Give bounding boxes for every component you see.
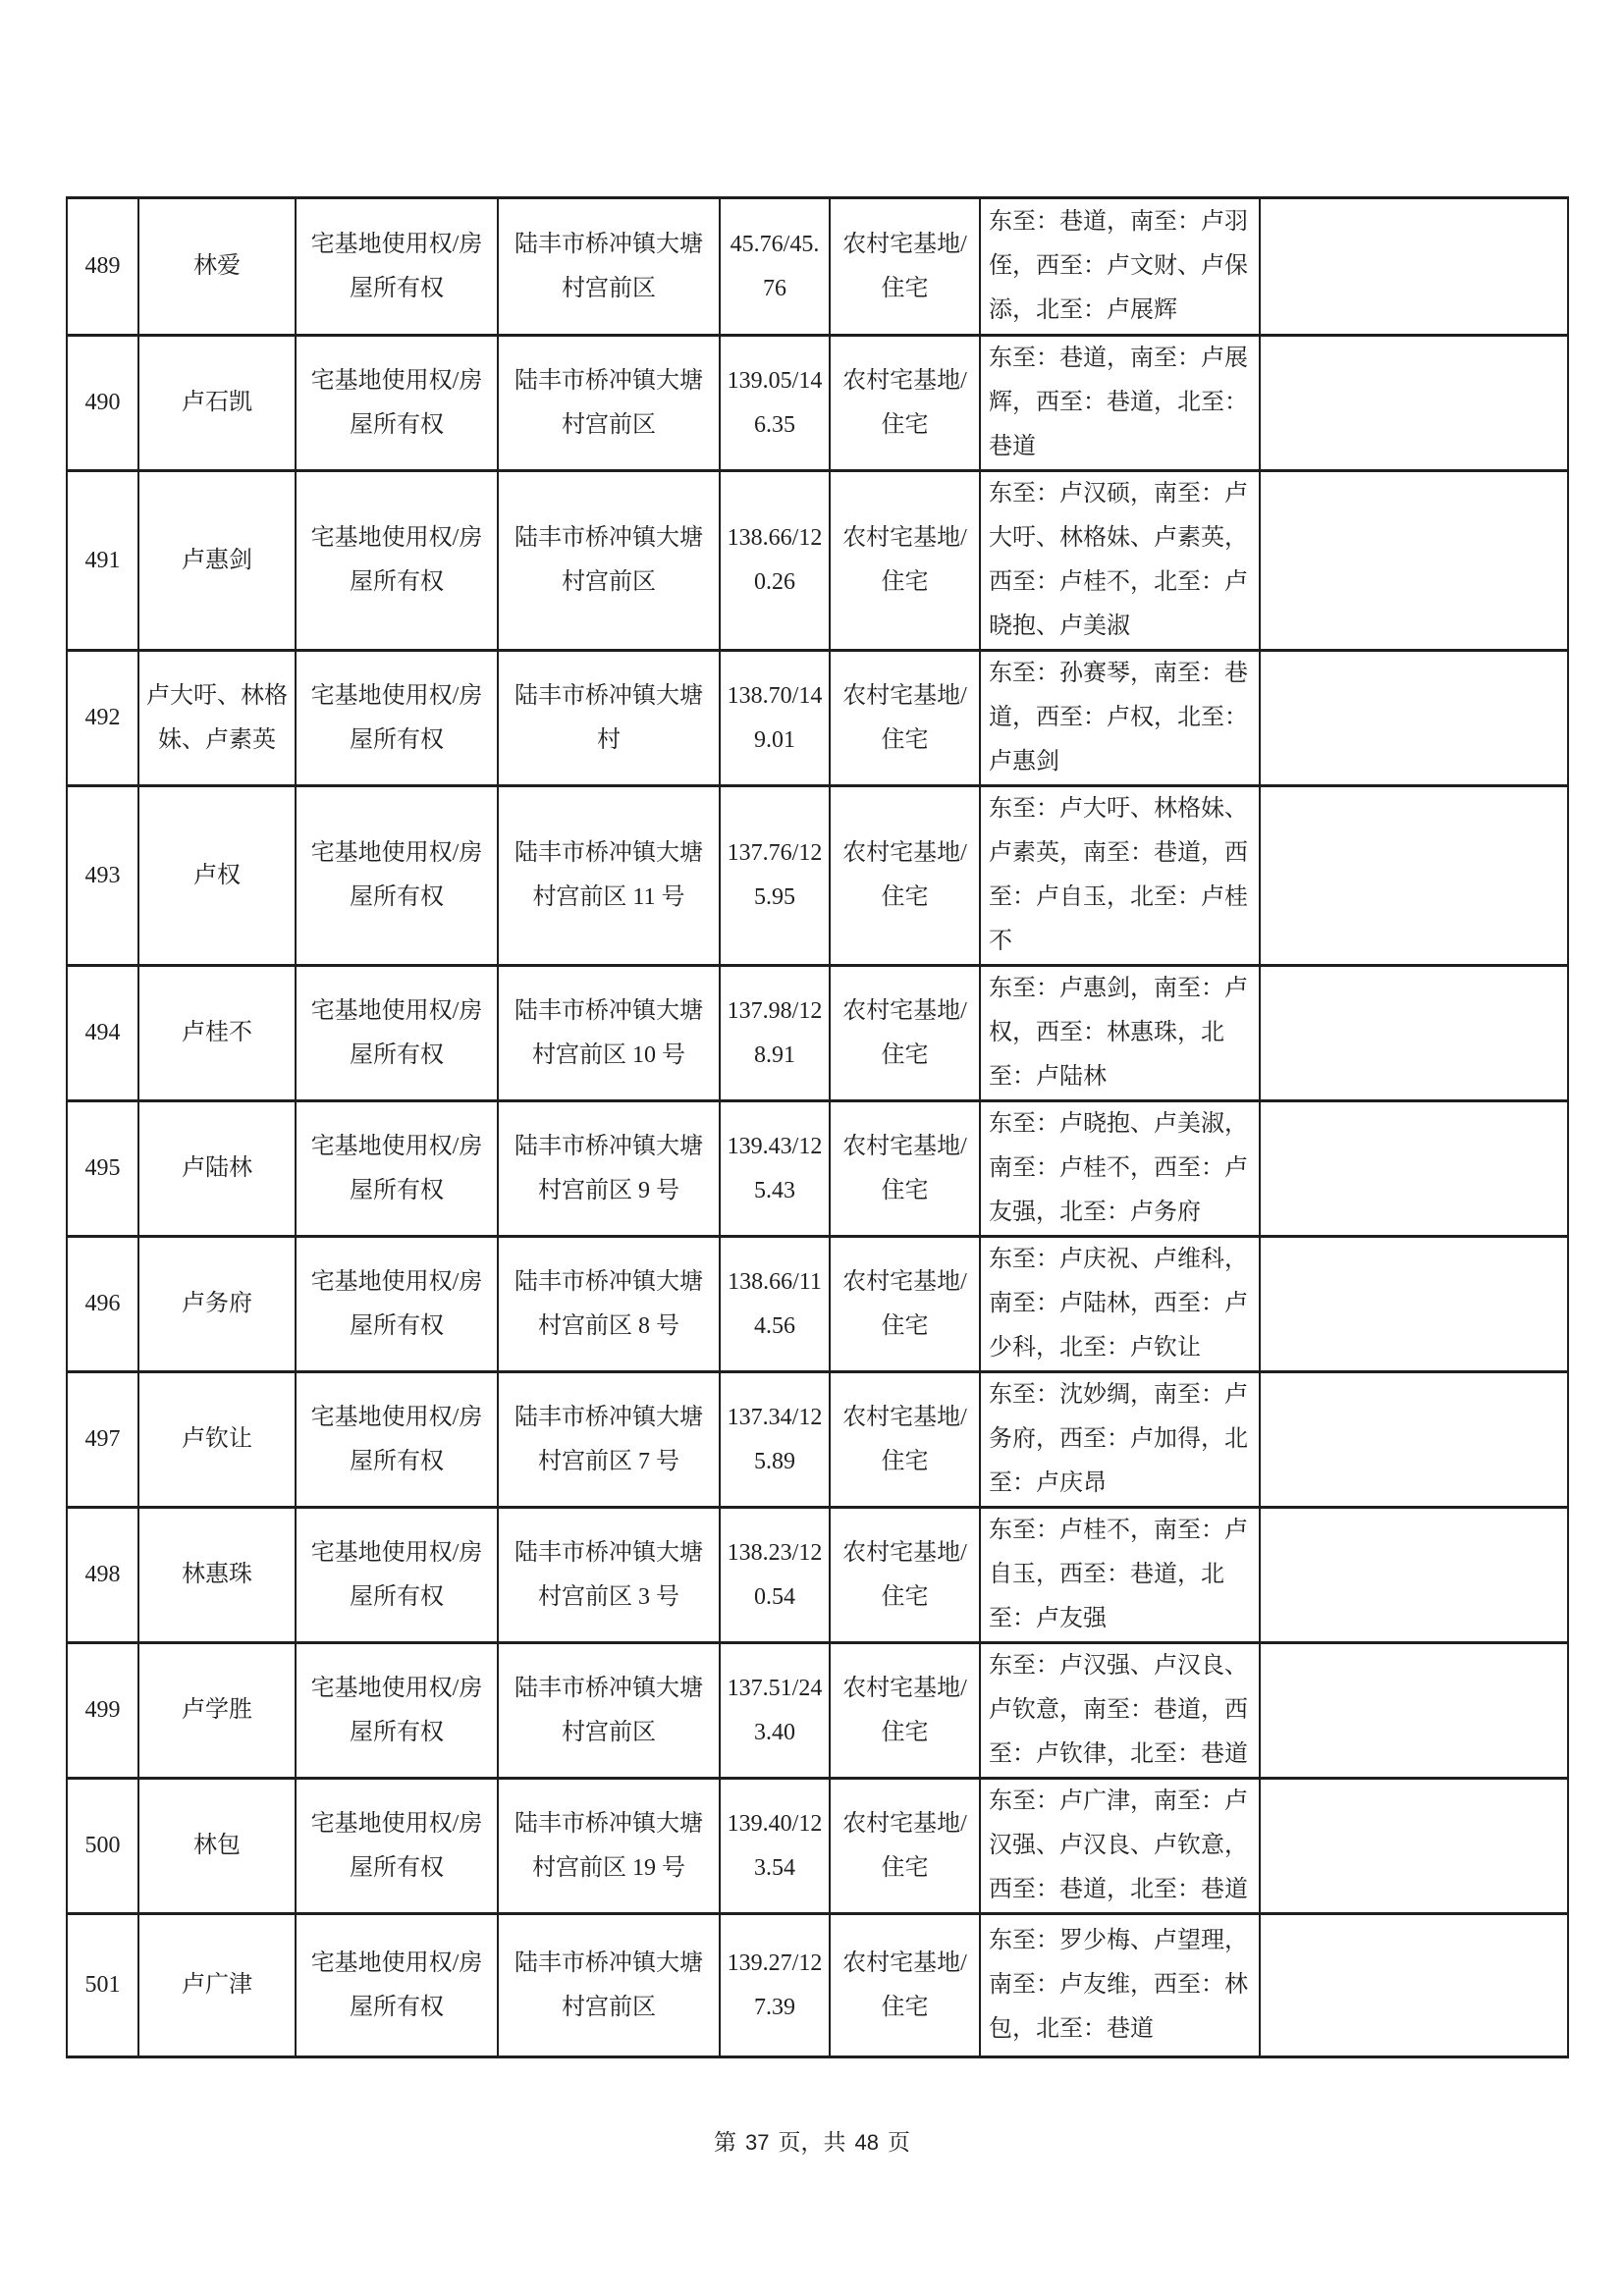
cell-owner-name: 林包 [138, 1779, 296, 1914]
cell-right-type: 宅基地使用权/房屋所有权 [296, 966, 498, 1101]
cell-serial-number: 499 [67, 1643, 138, 1779]
table-row [67, 1101, 1568, 1237]
cell-location: 陆丰市桥冲镇大塘村宫前区 [498, 198, 720, 336]
cell-owner-name: 林惠珠 [138, 1508, 296, 1643]
cell-owner-name: 卢大吁、林格妹、卢素英 [138, 651, 296, 786]
cell-owner-name: 卢惠剑 [138, 471, 296, 651]
cell-right-type: 宅基地使用权/房屋所有权 [296, 198, 498, 336]
cell-area: 137.34/125.89 [720, 1372, 830, 1508]
cell-boundaries: 东至：卢广津，南至：卢汉强、卢汉良、卢钦意，西至：巷道，北至：巷道 [980, 1779, 1260, 1914]
cell-serial-number: 501 [67, 1914, 138, 2057]
cell-note [1260, 1101, 1568, 1237]
cell-boundaries: 东至：罗少梅、卢望理，南至：卢友维，西至：林包，北至：巷道 [980, 1914, 1260, 2057]
footer-label-suffix: 页 [887, 2130, 910, 2155]
cell-owner-name: 卢学胜 [138, 1643, 296, 1779]
cell-right-type: 宅基地使用权/房屋所有权 [296, 1914, 498, 2057]
cell-location: 陆丰市桥冲镇大塘村宫前区 3 号 [498, 1508, 720, 1643]
cell-usage: 农村宅基地/住宅 [830, 651, 980, 786]
cell-serial-number: 493 [67, 786, 138, 966]
cell-boundaries: 东至：卢惠剑，南至：卢权，西至：林惠珠，北至：卢陆林 [980, 966, 1260, 1101]
cell-serial-number: 492 [67, 651, 138, 786]
cell-usage: 农村宅基地/住宅 [830, 786, 980, 966]
cell-right-type: 宅基地使用权/房屋所有权 [296, 651, 498, 786]
cell-boundaries: 东至：卢庆祝、卢维科，南至：卢陆林，西至：卢少科，北至：卢钦让 [980, 1237, 1260, 1372]
cell-boundaries: 东至：沈妙绸，南至：卢务府，西至：卢加得，北至：卢庆昂 [980, 1372, 1260, 1508]
cell-usage: 农村宅基地/住宅 [830, 198, 980, 336]
cell-note [1260, 786, 1568, 966]
cell-right-type: 宅基地使用权/房屋所有权 [296, 1779, 498, 1914]
cell-serial-number: 497 [67, 1372, 138, 1508]
cell-right-type: 宅基地使用权/房屋所有权 [296, 1101, 498, 1237]
cell-right-type: 宅基地使用权/房屋所有权 [296, 1508, 498, 1643]
cell-area: 139.27/127.39 [720, 1914, 830, 2057]
cell-serial-number: 494 [67, 966, 138, 1101]
cell-area: 138.23/120.54 [720, 1508, 830, 1643]
cell-boundaries: 东至：卢大吁、林格妹、卢素英，南至：巷道，西至：卢自玉，北至：卢桂不 [980, 786, 1260, 966]
cell-area: 137.98/128.91 [720, 966, 830, 1101]
cell-serial-number: 498 [67, 1508, 138, 1643]
cell-usage: 农村宅基地/住宅 [830, 1237, 980, 1372]
table-row [67, 1508, 1568, 1643]
cell-usage: 农村宅基地/住宅 [830, 1508, 980, 1643]
cell-owner-name: 卢陆林 [138, 1101, 296, 1237]
cell-location: 陆丰市桥冲镇大塘村宫前区 [498, 1643, 720, 1779]
cell-area: 45.76/45.76 [720, 198, 830, 336]
cell-owner-name: 卢广津 [138, 1914, 296, 2057]
cell-owner-name: 林爱 [138, 198, 296, 336]
cell-location: 陆丰市桥冲镇大塘村宫前区 11 号 [498, 786, 720, 966]
cell-area: 138.70/149.01 [720, 651, 830, 786]
cell-note [1260, 1779, 1568, 1914]
table-row [67, 1779, 1568, 1914]
cell-serial-number: 495 [67, 1101, 138, 1237]
footer-label-prefix: 第 [714, 2130, 737, 2155]
cell-location: 陆丰市桥冲镇大塘村宫前区 [498, 471, 720, 651]
cell-location: 陆丰市桥冲镇大塘村宫前区 [498, 336, 720, 471]
cell-usage: 农村宅基地/住宅 [830, 1779, 980, 1914]
table-row [67, 1237, 1568, 1372]
table-row [67, 1372, 1568, 1508]
cell-area: 137.51/243.40 [720, 1643, 830, 1779]
cell-note [1260, 1372, 1568, 1508]
cell-right-type: 宅基地使用权/房屋所有权 [296, 471, 498, 651]
cell-serial-number: 490 [67, 336, 138, 471]
table-row [67, 651, 1568, 786]
cell-boundaries: 东至：卢桂不，南至：卢自玉，西至：巷道，北至：卢友强 [980, 1508, 1260, 1643]
cell-note [1260, 966, 1568, 1101]
cell-right-type: 宅基地使用权/房屋所有权 [296, 786, 498, 966]
cell-boundaries: 东至：卢汉强、卢汉良、卢钦意，南至：巷道，西至：卢钦律，北至：巷道 [980, 1643, 1260, 1779]
cell-location: 陆丰市桥冲镇大塘村宫前区 19 号 [498, 1779, 720, 1914]
cell-note [1260, 336, 1568, 471]
cell-location: 陆丰市桥冲镇大塘村宫前区 8 号 [498, 1237, 720, 1372]
table-row [67, 1643, 1568, 1779]
cell-boundaries: 东至：卢汉硕，南至：卢大吁、林格妹、卢素英，西至：卢桂不，北至：卢晓抱、卢美淑 [980, 471, 1260, 651]
table-row [67, 336, 1568, 471]
cell-usage: 农村宅基地/住宅 [830, 336, 980, 471]
cell-right-type: 宅基地使用权/房屋所有权 [296, 336, 498, 471]
cell-serial-number: 491 [67, 471, 138, 651]
cell-right-type: 宅基地使用权/房屋所有权 [296, 1372, 498, 1508]
cell-note [1260, 1237, 1568, 1372]
cell-serial-number: 489 [67, 198, 138, 336]
cell-location: 陆丰市桥冲镇大塘村宫前区 [498, 1914, 720, 2057]
cell-usage: 农村宅基地/住宅 [830, 1101, 980, 1237]
cell-serial-number: 500 [67, 1779, 138, 1914]
footer-page-number: 37 [745, 2130, 770, 2155]
table-row [67, 786, 1568, 966]
cell-area: 138.66/120.26 [720, 471, 830, 651]
cell-owner-name: 卢钦让 [138, 1372, 296, 1508]
cell-right-type: 宅基地使用权/房屋所有权 [296, 1237, 498, 1372]
cell-owner-name: 卢权 [138, 786, 296, 966]
cell-owner-name: 卢务府 [138, 1237, 296, 1372]
table-row [67, 966, 1568, 1101]
cell-boundaries: 东至：巷道，南至：卢羽侄，西至：卢文财、卢保添，北至：卢展辉 [980, 198, 1260, 336]
cell-location: 陆丰市桥冲镇大塘村宫前区 10 号 [498, 966, 720, 1101]
cell-area: 139.43/125.43 [720, 1101, 830, 1237]
footer-total-pages: 48 [854, 2130, 879, 2155]
table-row [67, 198, 1568, 336]
cell-usage: 农村宅基地/住宅 [830, 1372, 980, 1508]
cell-note [1260, 1914, 1568, 2057]
cell-right-type: 宅基地使用权/房屋所有权 [296, 1643, 498, 1779]
page-footer [0, 2120, 1624, 2164]
cell-area: 138.66/114.56 [720, 1237, 830, 1372]
cell-area: 137.76/125.95 [720, 786, 830, 966]
cell-usage: 农村宅基地/住宅 [830, 1643, 980, 1779]
cell-note [1260, 1643, 1568, 1779]
table-row [67, 471, 1568, 651]
cell-usage: 农村宅基地/住宅 [830, 966, 980, 1101]
cell-boundaries: 东至：卢晓抱、卢美淑，南至：卢桂不，西至：卢友强，北至：卢务府 [980, 1101, 1260, 1237]
cell-location: 陆丰市桥冲镇大塘村 [498, 651, 720, 786]
cell-owner-name: 卢石凯 [138, 336, 296, 471]
table-row [67, 1914, 1568, 2057]
cell-usage: 农村宅基地/住宅 [830, 1914, 980, 2057]
cell-boundaries: 东至：孙赛琴，南至：巷道，西至：卢权，北至：卢惠剑 [980, 651, 1260, 786]
cell-note [1260, 471, 1568, 651]
land-rights-register-table [66, 196, 1569, 2058]
cell-area: 139.05/146.35 [720, 336, 830, 471]
cell-area: 139.40/123.54 [720, 1779, 830, 1914]
footer-label-middle: 页，共 [778, 2130, 846, 2155]
cell-boundaries: 东至：巷道，南至：卢展辉，西至：巷道，北至：巷道 [980, 336, 1260, 471]
cell-note [1260, 1508, 1568, 1643]
cell-usage: 农村宅基地/住宅 [830, 471, 980, 651]
cell-location: 陆丰市桥冲镇大塘村宫前区 7 号 [498, 1372, 720, 1508]
cell-owner-name: 卢桂不 [138, 966, 296, 1101]
cell-note [1260, 198, 1568, 336]
cell-serial-number: 496 [67, 1237, 138, 1372]
cell-location: 陆丰市桥冲镇大塘村宫前区 9 号 [498, 1101, 720, 1237]
cell-note [1260, 651, 1568, 786]
